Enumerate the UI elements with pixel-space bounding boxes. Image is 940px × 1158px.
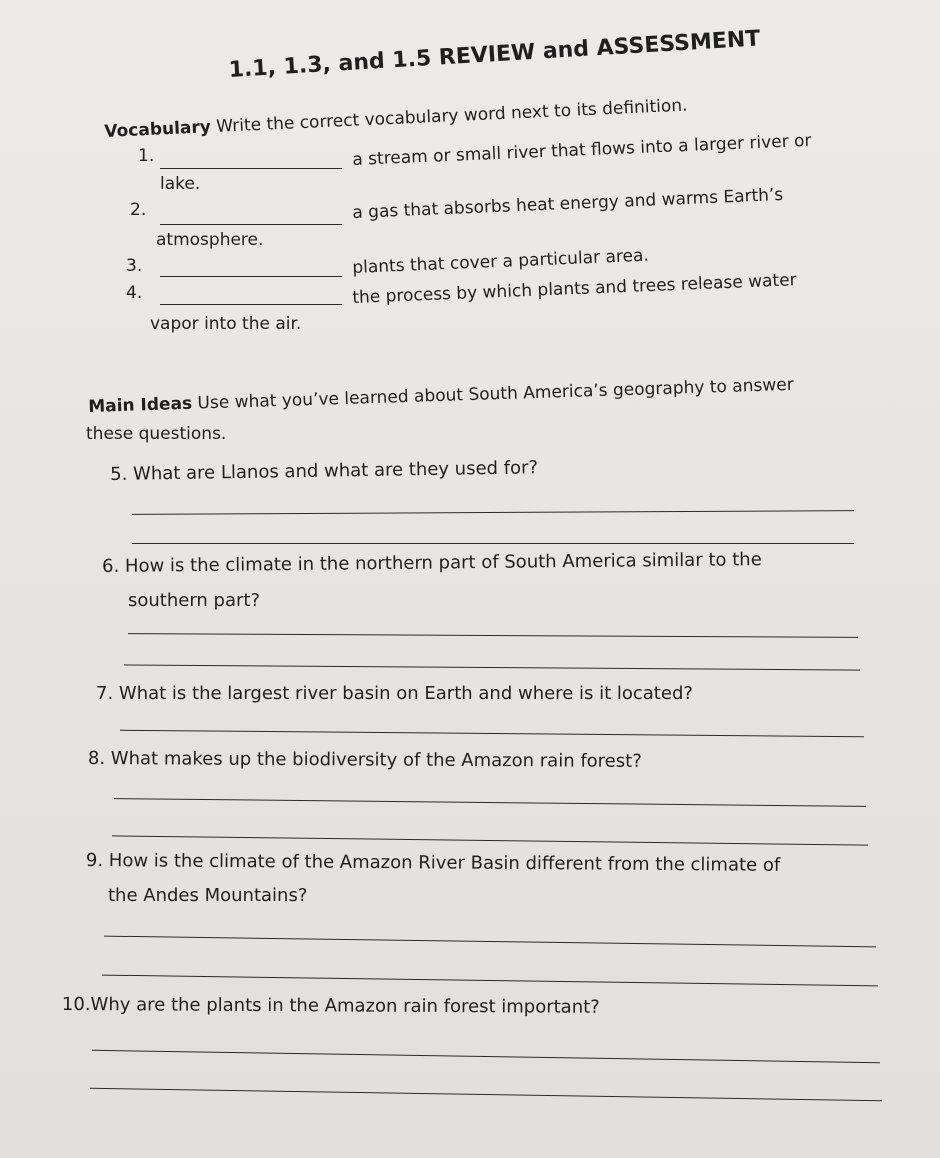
vocab-answer-blank-4[interactable] — [160, 304, 342, 305]
vocab-definition-4: the process by which plants and trees release water — [352, 270, 797, 308]
answer-line-5b[interactable] — [132, 543, 854, 544]
vocab-answer-blank-1[interactable] — [160, 168, 342, 169]
question-6-cont: southern part? — [128, 590, 261, 611]
vocab-definition-2-cont: atmosphere. — [156, 230, 264, 250]
answer-line-9a[interactable] — [104, 936, 876, 948]
answer-line-9b[interactable] — [102, 975, 878, 987]
page-title: 1.1, 1.3, and 1.5 REVIEW and ASSESSMENT — [228, 26, 761, 83]
main-ideas-instruction-text: Use what you’ve learned about South America’s geography to answer — [197, 374, 794, 414]
vocab-number-1: 1. — [138, 146, 155, 166]
answer-line-8a[interactable] — [114, 798, 866, 807]
vocab-answer-blank-2[interactable] — [160, 224, 342, 225]
answer-line-10b[interactable] — [90, 1088, 882, 1101]
vocabulary-heading: Vocabulary — [104, 117, 212, 142]
main-ideas-heading: Main Ideas — [88, 393, 193, 417]
vocab-definition-1: a stream or small river that flows into a larger river or — [352, 130, 812, 170]
question-9-cont: the Andes Mountains? — [108, 885, 308, 906]
question-10: 10.Why are the plants in the Amazon rain forest important? — [61, 994, 600, 1018]
question-7: 7. What is the largest river basin on Earth and where is it located? — [96, 683, 693, 704]
vocab-number-2: 2. — [130, 200, 147, 220]
main-ideas-instruction-cont: these questions. — [86, 424, 227, 444]
vocabulary-instruction-text: Write the correct vocabulary word next to its definition. — [215, 95, 688, 137]
answer-line-10a[interactable] — [92, 1050, 880, 1063]
answer-line-8b[interactable] — [112, 835, 868, 845]
vocab-number-3: 3. — [126, 256, 143, 276]
vocabulary-instructions — [104, 96, 688, 142]
answer-line-6a[interactable] — [128, 633, 858, 638]
vocab-answer-blank-3[interactable] — [160, 276, 342, 277]
question-9: 9. How is the climate of the Amazon River Basin different from the climate of — [85, 850, 781, 876]
answer-line-6b[interactable] — [124, 664, 860, 670]
answer-line-5a[interactable] — [132, 510, 854, 515]
vocab-definition-1-cont: lake. — [160, 174, 201, 194]
question-8: 8. What makes up the biodiversity of the Amazon rain forest? — [87, 748, 642, 772]
question-5: 5. What are Llanos and what are they used for? — [110, 457, 539, 485]
vocab-definition-4-cont: vapor into the air. — [150, 314, 302, 334]
vocab-definition-3: plants that cover a particular area. — [352, 245, 650, 278]
vocab-definition-2: a gas that absorbs heat energy and warms Earth’s — [352, 184, 784, 223]
question-6: 6. How is the climate in the northern part of South America similar to the — [102, 549, 762, 577]
vocab-number-4: 4. — [126, 283, 143, 303]
main-ideas-instructions — [88, 375, 794, 417]
answer-line-7[interactable] — [120, 730, 864, 737]
